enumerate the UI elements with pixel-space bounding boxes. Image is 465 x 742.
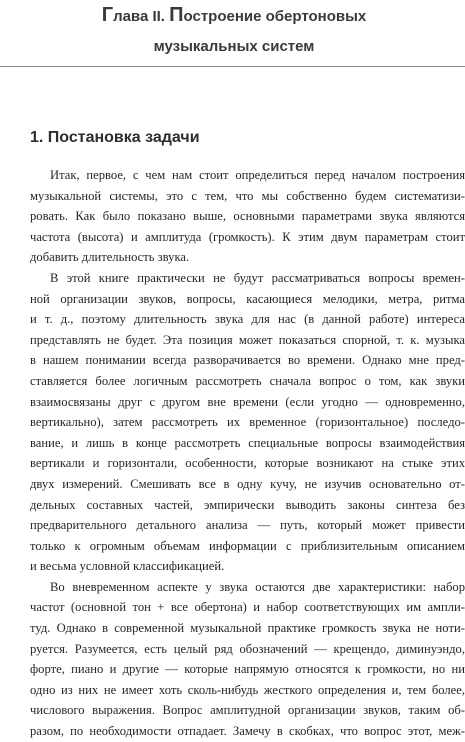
body-text (30, 165, 465, 742)
body-line: частот (основной тон + все обертона) и набор соответствующих им ампли- (30, 600, 465, 615)
body-line: в нашем понимании всегда разворачивается во времени. Однако мне пред- (30, 353, 465, 368)
section-heading: 1. Постановка задачи (30, 129, 200, 146)
body-line: вертикали и горизонтали, особенности, которые возникают на стыке этих (30, 456, 465, 471)
chapter-title-line-2: музыкальных систем (153, 38, 315, 55)
body-line: двух измерений. Смешивать все в одну кучу, не изучив основательно от- (30, 476, 465, 491)
body-line: предварительного детального анализа — путь, который может привести (30, 518, 465, 533)
chapter-title-line-1 (20, 6, 448, 26)
body-line: числового выражения. Вопрос амплитудной организации звуков, таким об- (30, 703, 465, 718)
chapter-title-word-2: остроение обертоновых (183, 8, 367, 25)
body-line: одно из них не имеет хоть сколь-нибудь жесткого определения и, тем более, (30, 682, 465, 697)
chapter-title-word-1: лава II. (113, 8, 170, 25)
body-line: добавить длительность звука. (30, 250, 190, 265)
body-line: представлять не будет. Эта позиция может показаться спорной, т. к. музыка (30, 332, 465, 347)
body-line: и т. д., поэтому длительность звука для нас (в данной работе) интереса (30, 312, 465, 327)
body-line: и весьма условной классификацией. (30, 559, 225, 574)
body-line: только к огромным объемам информации с приблизительным описанием (30, 538, 465, 553)
chapter-divider (0, 66, 465, 67)
body-line: разом, по необходимости отпадает. Замечу в скобках, что вопрос этот, меж- (30, 724, 465, 739)
body-line: вание, и лишь в конце рассмотреть специальные вопросы взаимодействия (30, 435, 465, 450)
body-line: Итак, первое, с чем нам стоит определиться перед началом построения (50, 168, 465, 182)
body-line: В этой книге практически не будут рассматриваться вопросы времен- (50, 270, 465, 285)
body-line: музыкальной системы, это с тем, что мы собственно будем систематизи- (30, 188, 465, 203)
chapter-title-initial: Г (101, 4, 114, 26)
chapter-title-initial-2: П (169, 4, 184, 26)
body-line: частота (высота) и амплитуда (громкость). К этим двум параметрам стоит (30, 229, 465, 244)
body-line: ставляется более логичным рассмотреть сначала вопрос о том, как звуки (30, 373, 465, 388)
body-line: ной организации звуков, вопросы, касающиеся мелодики, метра, ритма (30, 291, 465, 306)
body-line: дельных составных частей, эмпирически выводить законы синтеза без (30, 497, 465, 512)
body-line: взаимосвязаны друг с другом вне времени (если угодно — одновременно, (30, 394, 465, 409)
body-line: форте, пиано и другие — которые напрямую относятся к громкости, но ни (30, 662, 465, 677)
body-line: ровать. Как было показано выше, основными параметрами звука являются (30, 209, 465, 224)
body-line: вертикально), затем рассмотреть их временное (горизонтальное) последо- (30, 415, 465, 430)
body-line: туд. Однако в современной музыкальной практике громкость звука не нoти- (30, 621, 465, 636)
body-line: Во вневременном аспекте у звука остаются две характеристики: набор (50, 579, 465, 594)
body-line: руется. Разумеется, есть целый ряд обозначений — крещендо, диминуэндо, (30, 641, 465, 656)
